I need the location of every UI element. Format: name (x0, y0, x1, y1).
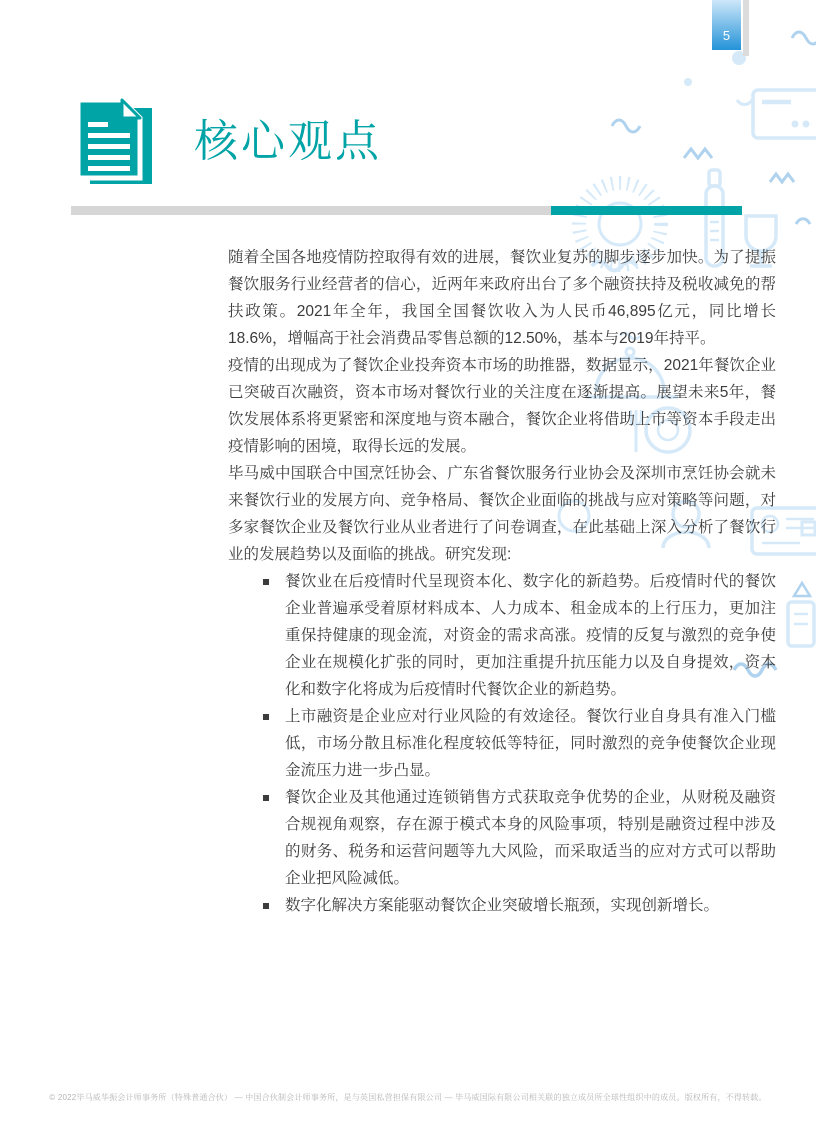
squiggle-icon (796, 219, 810, 224)
section-header (70, 96, 382, 188)
cup-icon (788, 602, 814, 646)
paragraph: 疫情的出现成为了餐饮企业投奔资本市场的助推器，数据显示，2021年餐饮企业已突破百次融资，资本市场对餐饮行业的关注度在逐渐提高。展望未来5年，餐饮发展体系将更紧密和深度地与资本融合，餐饮企业将借助上市等资本手段走出疫情影响的困境，取得长远的发展。 (228, 357, 776, 455)
squiggle-icon (612, 120, 640, 132)
body-content (228, 244, 776, 919)
copyright-footer: © 2022毕马威华振会计师事务所（特殊普通合伙） — 中国合伙制会计师事务所，是与英国私营担保有限公司 — 毕马威国际有限公司相关联的独立成员所全球性组织中的成员。版权所有，不得转载。 (49, 1093, 767, 1102)
list-item: 上市融资是企业应对行业风险的有效途径。餐饮行业自身具有准入门槛低，市场分散且标准化程度较低等特征，同时激烈的竞争使餐饮企业现金流压力进一步凸显。 (228, 703, 776, 784)
arc-icon (737, 100, 752, 105)
dot-circle (684, 78, 692, 86)
page-number: 5 (722, 28, 731, 43)
page-tab-strip (743, 0, 749, 56)
section-divider (71, 206, 742, 215)
squiggle-icon (792, 32, 816, 44)
paragraph: 毕马威中国联合中国烹饪协会、广东省餐饮服务行业协会及深圳市烹饪协会就未来餐饮行业的发展方向、竞争格局、餐饮企业面临的挑战与应对策略等问题，对多家餐饮企业及餐饮行业从业者进行了问卷调查，在此基础上深入分析了餐饮行业的发展趋势以及面临的挑战。研究发现: (228, 465, 776, 563)
square-icon (802, 522, 815, 535)
divider-teal-segment (551, 206, 742, 215)
list-item: 数字化解决方案能驱动餐饮企业突破增长瓶颈，实现创新增长。 (228, 892, 776, 919)
findings-list (228, 568, 776, 919)
list-item: 餐饮企业及其他通过连锁销售方式获取竞争优势的企业，从财税及融资合规视角观察，存在源于模式本身的风险事项，特别是融资过程中涉及的财务、税务和运营问题等九大风险，而采取适当的应对方式可以帮助企业把风险减低。 (228, 784, 776, 892)
page-title: 核心观点 (194, 117, 382, 166)
receipt-card-icon (753, 90, 816, 138)
zigzag-icon (770, 174, 794, 182)
triangle-icon (794, 583, 810, 596)
divider-gray-segment (71, 206, 551, 215)
list-item: 餐饮业在后疫情时代呈现资本化、数字化的新趋势。后疫情时代的餐饮企业普遍承受着原材料成本、人力成本、租金成本的上行压力，更加注重保持健康的现金流，对资金的需求高涨。疫情的反复与激烈的竞争使企业在规模化扩张的同时，更加注重提升抗压能力以及自身提效，资本化和数字化将成为后疫情时代餐饮企业的新趋势。 (228, 568, 776, 703)
page-number-tab (712, 0, 741, 50)
zigzag-icon (684, 149, 712, 158)
paragraph: 随着全国各地疫情防控取得有效的进展，餐饮业复苏的脚步逐步加快。为了提振餐饮服务行业经营者的信心，近两年来政府出台了多个融资扶持及税收减免的帮扶政策。2021年全年，我国全国餐饮收入为人民币46,895亿元，同比增长18.6%，增幅高于社会消费品零售总额的12.50%，基本与2019年持平。 (228, 249, 776, 347)
document-icon (70, 96, 162, 188)
